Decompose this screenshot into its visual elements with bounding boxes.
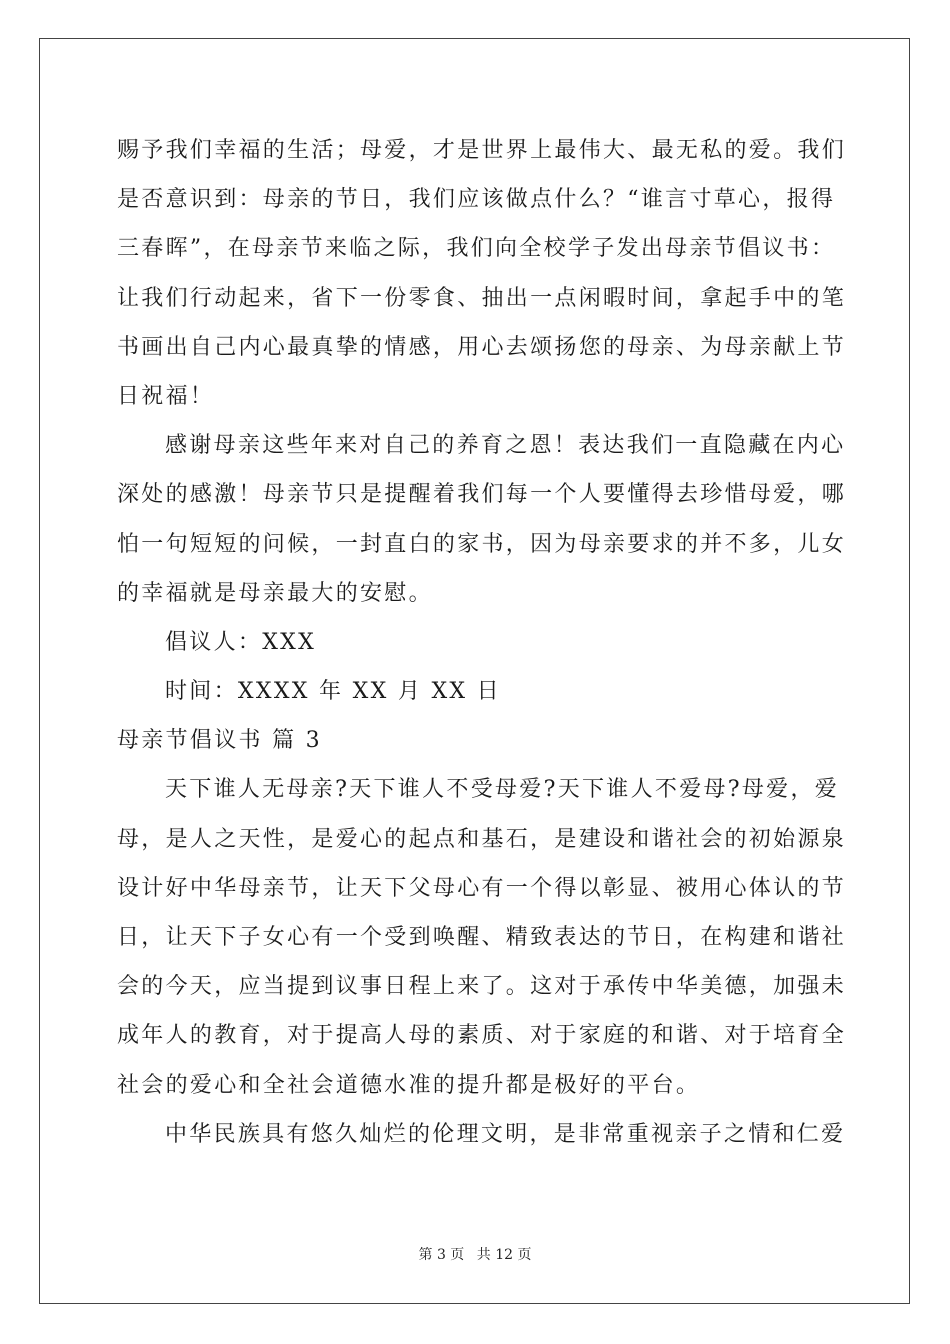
text-line: 天下谁人无母亲?天下谁人不受母爱?天下谁人不爱母?母爱，爱 xyxy=(165,777,840,803)
page-number: 第 3 页 xyxy=(418,1247,465,1263)
text-line: 书画出自己内心最真挚的情感，用心去颂扬您的母亲、为母亲献上节 xyxy=(117,334,847,360)
document-body xyxy=(117,126,847,1159)
page-total: 共 12 页 xyxy=(476,1247,532,1263)
paragraph xyxy=(117,421,847,618)
page-footer xyxy=(0,1244,950,1264)
text-line: 怕一句短短的问候，一封直白的家书，因为母亲要求的并不多，儿女 xyxy=(117,531,847,557)
paragraph xyxy=(117,1110,846,1159)
paragraph xyxy=(117,765,847,1109)
text-line: 日祝福！ xyxy=(117,383,215,409)
text-line: 设计好中华母亲节，让天下父母心有一个得以彰显、被用心体认的节 xyxy=(117,875,847,901)
text-line: 中华民族具有悠久灿烂的伦理文明，是非常重视亲子之情和仁爱 xyxy=(165,1121,846,1147)
paragraph xyxy=(117,667,835,716)
text-line: 成年人的教育，对于提高人母的素质、对于家庭的和谐、对于培育全 xyxy=(117,1023,847,1049)
paragraph xyxy=(117,716,835,765)
text-line: 母亲节倡议书 篇 3 xyxy=(117,728,322,754)
text-line: 的幸福就是母亲最大的安慰。 xyxy=(117,580,433,606)
text-line: 社会的爱心和全社会道德水准的提升都是极好的平台。 xyxy=(117,1072,701,1098)
text-line: 会的今天，应当提到议事日程上来了。这对于承传中华美德，加强未 xyxy=(117,974,847,1000)
text-line: 让我们行动起来，省下一份零食、抽出一点闲暇时间，拿起手中的笔 xyxy=(117,285,847,311)
text-line: 母，是人之天性，是爱心的起点和基石，是建设和谐社会的初始源泉 xyxy=(117,826,847,852)
text-line: 三春晖”，在母亲节来临之际，我们向全校学子发出母亲节倡议书： xyxy=(117,236,836,262)
paragraph xyxy=(117,618,835,667)
text-line: 是否意识到：母亲的节日，我们应该做点什么？“谁言寸草心，报得 xyxy=(117,187,836,213)
text-line: 深处的感激！母亲节只是提醒着我们每一个人要懂得去珍惜母爱，哪 xyxy=(117,482,847,508)
text-line: 日，让天下子女心有一个受到唤醒、精致表达的节日，在构建和谐社 xyxy=(117,925,847,950)
text-line: 感谢母亲这些年来对自己的养育之恩！表达我们一直隐藏在内心 xyxy=(165,433,846,459)
text-line: 赐予我们幸福的生活；母爱，才是世界上最伟大、最无私的爱。我们 xyxy=(117,138,847,163)
text-line: 倡议人：XXX xyxy=(165,629,317,655)
text-line: 时间：XXXX 年 XX 月 XX 日 xyxy=(165,679,501,705)
paragraph xyxy=(117,126,847,421)
